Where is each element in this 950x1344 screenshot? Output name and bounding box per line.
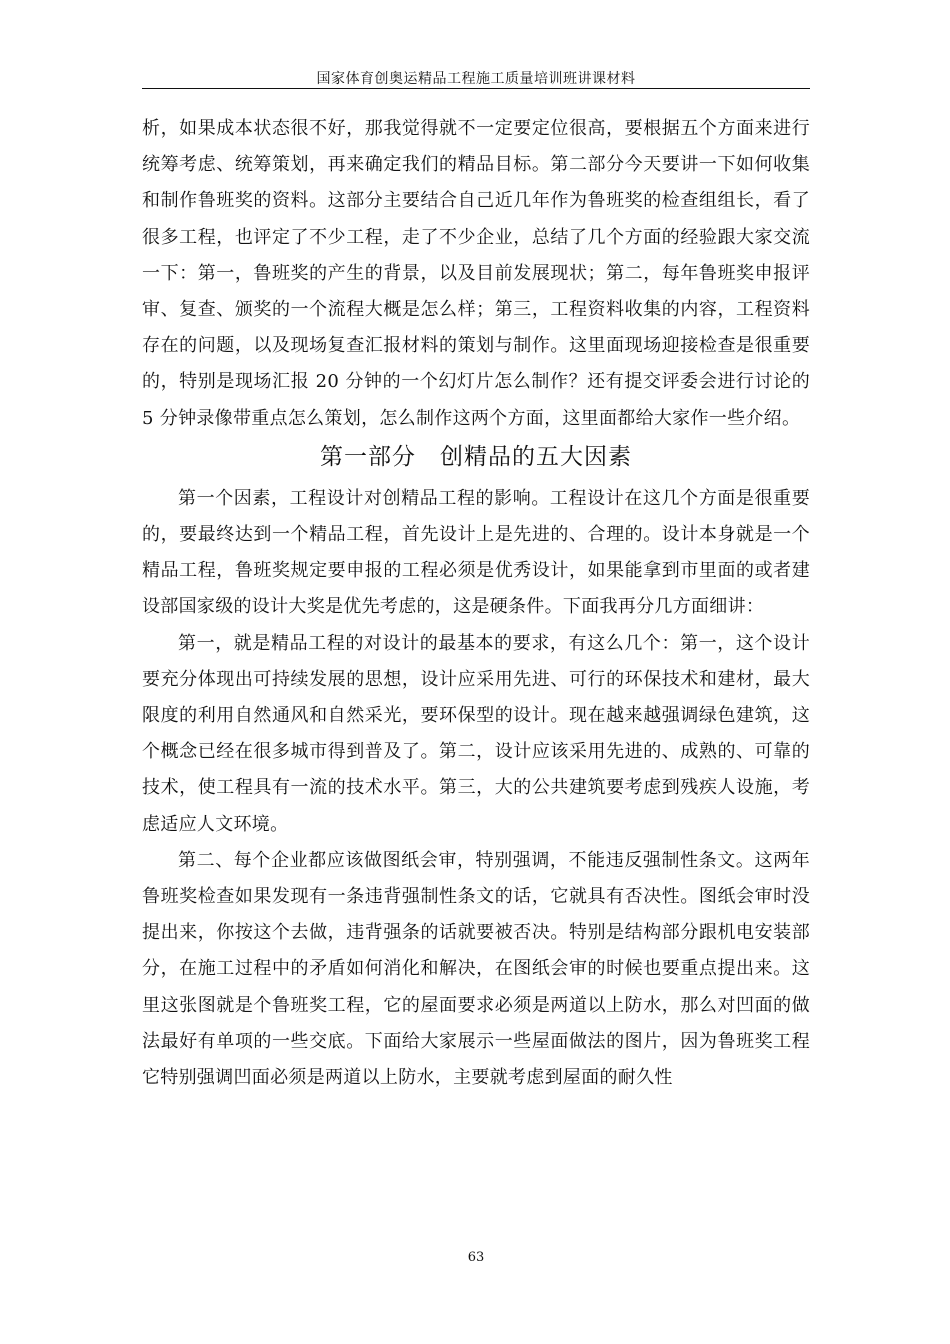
paragraph-3: 第一，就是精品工程的对设计的最基本的要求，有这么几个：第一，这个设计要充分体现出可持续发展的思想，设计应采用先进、可行的环保技术和建材，最大限度的利用自然通风和自然采光，要环保型的设计。现在越来越强调绿色建筑，这个概念已经在很多城市得到普及了。第二，设计应该采用先进的、成熟的、可靠的技术，使工程具有一流的技术水平。第三，大的公共建筑要考虑到残疾人设施，考虑适应人文环境。 xyxy=(142,632,810,835)
header-rule xyxy=(142,88,810,89)
paragraph-1: 析，如果成本状态很不好，那我觉得就不一定要定位很高，要根据五个方面来进行统筹考虑、统筹策划，再来确定我们的精品目标。第二部分今天要讲一下如何收集和制作鲁班奖的资料。这部分主要结合自己近几年作为鲁班奖的检查组组长，看了很多工程，也评定了不少工程，走了不少企业，总结了几个方面的经验跟大家交流一下：第一，鲁班奖的产生的背景，以及目前发展现状；第二，每年鲁班奖申报评审、复查、颁奖的一个流程大概是怎么样；第三，工程资料收集的内容，工程资料存在的问题，以及现场复查汇报材料的策划与制作。这里面现场迎接检查是很重要的，特别是现场汇报 20 分钟的一个幻灯片怎么制作？还有提交评委会进行讨论的 5 分钟录像带重点怎么策划，怎么制作这两个方面，这里面都给大家作一些介绍。 xyxy=(142,118,810,429)
page-number: 63 xyxy=(467,1250,485,1265)
document-body xyxy=(142,111,810,1096)
paragraph-2: 第一个因素，工程设计对创精品工程的影响。工程设计在这几个方面是很重要的，要最终达到一个精品工程，首先设计上是先进的、合理的。设计本身就是一个精品工程，鲁班奖规定要申报的工程必须是优秀设计，如果能拿到市里面的或者建设部国家级的设计大奖是优先考虑的，这是硬条件。下面我再分几方面细讲： xyxy=(142,487,810,618)
paragraph-4: 第二、每个企业都应该做图纸会审，特别强调，不能违反强制性条文。这两年鲁班奖检查如果发现有一条违背强制性条文的话，它就具有否决性。图纸会审时没提出来，你按这个去做，违背强条的话就要被否决。特别是结构部分跟机电安装部分，在施工过程中的矛盾如何消化和解决，在图纸会审的时候也要重点提出来。这里这张图就是个鲁班奖工程，它的屋面要求必须是两道以上防水，那么对凹面的做法最好有单项的一些交底。下面给大家展示一些屋面做法的图片，因为鲁班奖工程它特别强调凹面必须是两道以上防水，主要就考虑到屋面的耐久性 xyxy=(142,849,810,1089)
section-title: 第一部分 创精品的五大因素 xyxy=(320,443,632,470)
page-header: 国家体育创奥运精品工程施工质量培训班讲课材料 xyxy=(316,71,636,87)
